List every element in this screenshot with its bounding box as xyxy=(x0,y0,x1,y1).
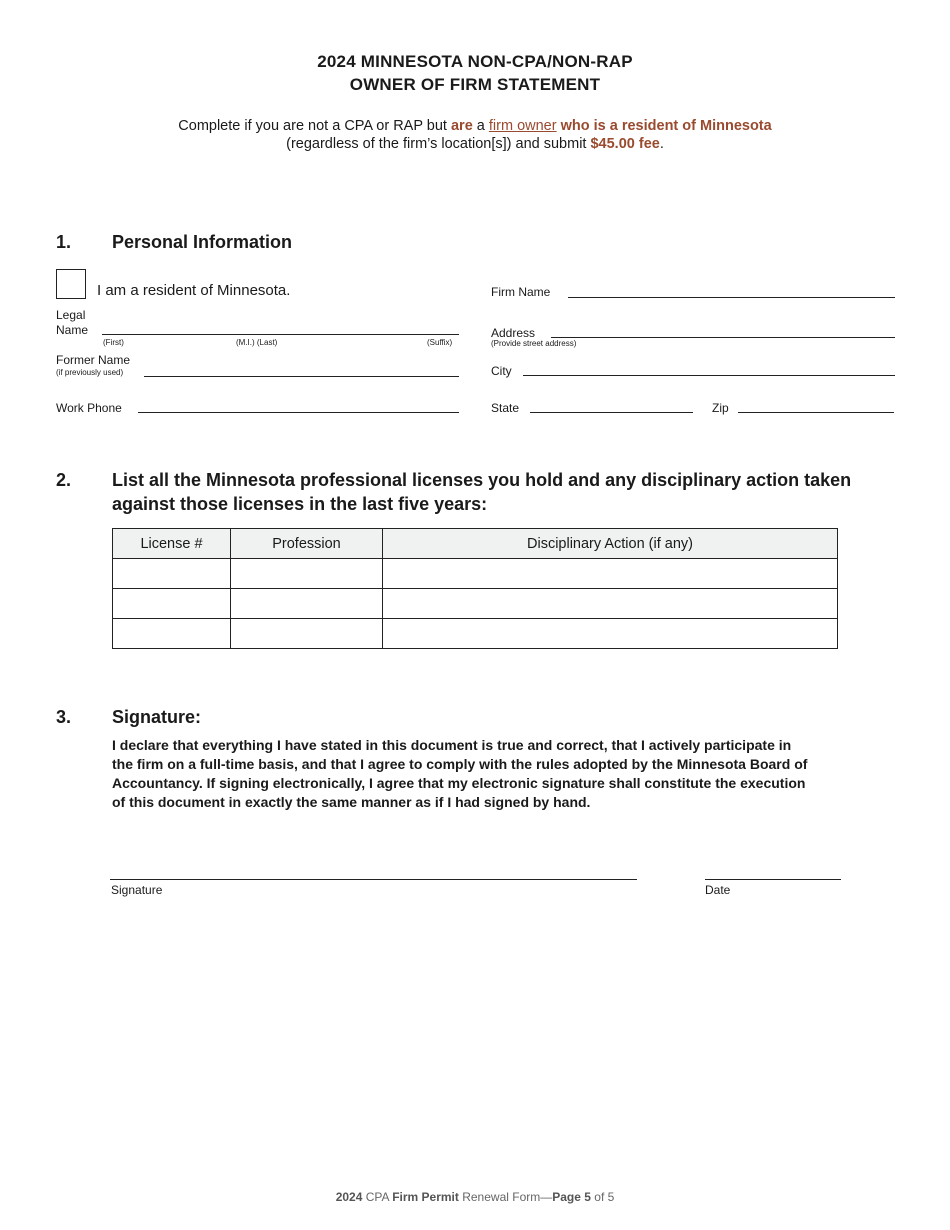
profession-cell[interactable] xyxy=(231,559,383,589)
firm-name-field[interactable] xyxy=(568,297,895,298)
profession-cell[interactable] xyxy=(231,619,383,649)
work-phone-label: Work Phone xyxy=(56,401,122,415)
legal-name-field[interactable] xyxy=(102,334,459,335)
former-name-field[interactable] xyxy=(144,376,459,377)
resident-checkbox[interactable] xyxy=(56,269,86,299)
former-name-label: Former Name xyxy=(56,353,131,367)
section1-number: 1. xyxy=(56,232,72,252)
city-field[interactable] xyxy=(523,375,895,376)
section1-heading: Personal Information xyxy=(112,232,293,252)
date-field[interactable] xyxy=(705,879,841,880)
table-row xyxy=(113,619,838,649)
section3-heading: Signature: xyxy=(112,707,202,727)
footer-page-number: Page 5 xyxy=(552,1190,591,1204)
intro-resident: who is a resident of Minnesota xyxy=(556,118,772,134)
firm-name-label: Firm Name xyxy=(491,285,551,299)
state-field[interactable] xyxy=(530,412,693,413)
column-header-license: License # xyxy=(113,529,231,559)
footer-renewal: Renewal Form— xyxy=(458,1190,553,1204)
footer-firm-permit: Firm Permit xyxy=(392,1190,459,1204)
declaration-line: the firm on a full-time basis, and that I agree to comply with the rules adopted by the Minnesota Board of xyxy=(112,756,808,772)
license-cell[interactable] xyxy=(113,619,231,649)
disciplinary-action-cell[interactable] xyxy=(383,589,838,619)
form-title-line1: 2024 MINNESOTA NON-CPA/NON-RAP xyxy=(317,52,633,71)
fee-amount: $45.00 fee xyxy=(590,136,660,152)
address-field[interactable] xyxy=(551,337,895,338)
column-header-profession: Profession xyxy=(231,529,383,559)
zip-label: Zip xyxy=(712,401,729,415)
address-hint: (Provide street address) xyxy=(491,339,577,348)
intro-text: Complete if you are not a CPA or RAP but xyxy=(178,118,451,134)
disciplinary-action-cell[interactable] xyxy=(383,559,838,589)
section2-number: 2. xyxy=(56,470,72,490)
date-label: Date xyxy=(705,883,731,897)
legal-name-label-2: Name xyxy=(56,323,89,337)
state-label: State xyxy=(491,401,520,415)
column-header-disciplinary-action: Disciplinary Action (if any) xyxy=(383,529,838,559)
zip-field[interactable] xyxy=(738,412,894,413)
declaration-line: Accountancy. If signing electronically, I agree that my electronic signature shall constitute the execution xyxy=(112,775,806,791)
section3-number: 3. xyxy=(56,707,72,727)
signature-label: Signature xyxy=(111,883,163,897)
signature-field[interactable] xyxy=(110,879,637,880)
legal-name-suffix-hint: (Suffix) xyxy=(427,338,453,347)
table-row xyxy=(113,559,838,589)
legal-name-label-1: Legal xyxy=(56,308,86,322)
license-cell[interactable] xyxy=(113,589,231,619)
section2-heading-line2: against those licenses in the last five years: xyxy=(112,494,488,514)
declaration-line: I declare that everything I have stated in this document is true and correct, that I actively participate in xyxy=(112,737,792,753)
intro-line2 xyxy=(0,136,950,152)
disciplinary-action-cell[interactable] xyxy=(383,619,838,649)
license-table xyxy=(112,528,838,649)
footer-page-total: of 5 xyxy=(590,1190,615,1204)
legal-name-mi-last-hint: (M.I.) (Last) xyxy=(236,338,278,347)
declaration-text xyxy=(112,736,872,812)
declaration-line: of this document in exactly the same manner as if I had signed by hand. xyxy=(112,794,591,810)
profession-cell[interactable] xyxy=(231,589,383,619)
intro-period: . xyxy=(659,136,664,152)
former-name-hint: (if previously used) xyxy=(56,368,124,377)
license-cell[interactable] xyxy=(113,559,231,589)
intro-text-2: (regardless of the firm’s location[s]) and submit xyxy=(286,136,591,152)
intro-are: are xyxy=(450,118,473,134)
firm-owner-link[interactable]: firm owner xyxy=(488,118,557,134)
form-title-line2: OWNER OF FIRM STATEMENT xyxy=(349,75,601,94)
footer-year: 2024 xyxy=(335,1190,363,1204)
section2-heading-line1: List all the Minnesota professional licenses you hold and any disciplinary action taken xyxy=(112,470,852,490)
table-row xyxy=(113,589,838,619)
footer-cpa: CPA xyxy=(362,1190,393,1204)
intro-line1 xyxy=(0,118,950,134)
intro-a: a xyxy=(472,118,489,134)
city-label: City xyxy=(491,364,512,378)
page-footer xyxy=(0,1190,950,1204)
license-table-header-row xyxy=(113,529,838,559)
resident-checkbox-label: I am a resident of Minnesota. xyxy=(97,282,291,299)
work-phone-field[interactable] xyxy=(138,412,459,413)
legal-name-first-hint: (First) xyxy=(103,338,124,347)
address-label: Address xyxy=(491,326,536,340)
